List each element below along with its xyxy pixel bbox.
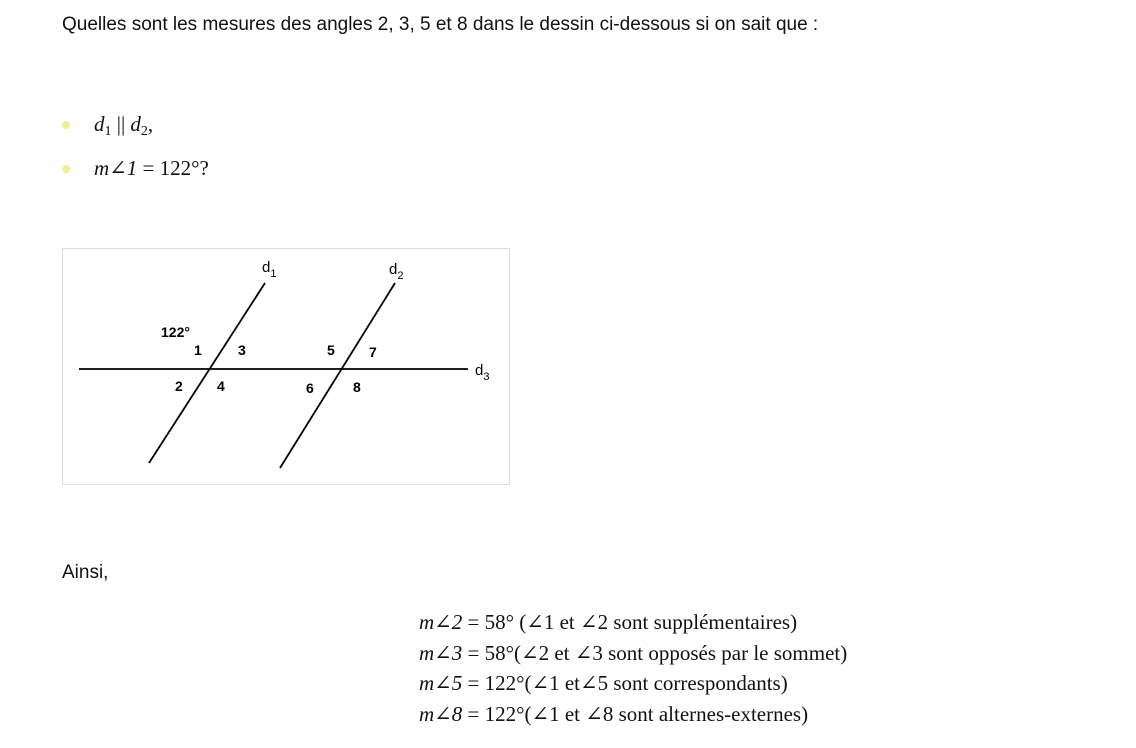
given-angle (94, 152, 209, 184)
angle-label-5: 5 (327, 342, 335, 358)
given-angle-eq: = (137, 156, 160, 180)
result-line (419, 607, 847, 638)
result-rhs: = 122°(∠1 et∠5 sont correspondants) (462, 671, 788, 695)
result-lhs: m∠8 (419, 701, 463, 726)
result-rhs: = 58° (∠1 et ∠2 sont supplémentaires) (462, 610, 798, 634)
angle-label-2: 2 (175, 378, 183, 394)
d1-sub: 1 (104, 124, 112, 139)
angle-label-3: 3 (238, 342, 246, 358)
results-block (419, 607, 847, 729)
question-text: Quelles sont les mesures des angles 2, 3, 5 et 8 dans le dessin ci-dessous si on sait que : (62, 14, 819, 35)
label-d2: $d_2$ (389, 261, 404, 282)
label-d1: $d_1$ (262, 259, 277, 280)
d2-var: d (130, 112, 141, 136)
line-d1 (149, 283, 265, 463)
result-lhs: m∠3 (419, 640, 463, 665)
angle-label-7: 7 (369, 344, 377, 360)
angle-label-1: 1 (194, 342, 202, 358)
result-rhs: = 58°(∠2 et ∠3 sont opposés par le sommet) (462, 640, 848, 665)
geometry-figure (62, 248, 510, 485)
given-parallel-tail: , (147, 112, 154, 136)
ainsi-label: Ainsi, (62, 562, 109, 583)
result-line (419, 638, 847, 669)
d1-var: d (94, 112, 105, 136)
result-line (419, 668, 847, 699)
angle-label-4: 4 (217, 378, 225, 394)
parallel-symbol: || (111, 112, 131, 136)
bullet-dot-icon (62, 165, 70, 173)
given-angle-label: 122° (161, 324, 190, 340)
angle-label-6: 6 (306, 380, 314, 396)
label-d3: $d_3$ (475, 362, 490, 383)
result-rhs: = 122°(∠1 et ∠8 sont alternes-externes) (462, 701, 809, 726)
angle-label-8: 8 (353, 379, 361, 395)
given-angle-lhs: m∠1 (94, 156, 138, 180)
figure-svg (63, 249, 509, 484)
line-d2 (280, 283, 395, 468)
result-lhs: m∠5 (419, 671, 463, 695)
result-lhs: m∠2 (419, 610, 463, 634)
given-angle-rhs: 122°? (159, 156, 209, 180)
bullet-dot-icon (62, 121, 70, 129)
result-line (419, 699, 847, 730)
d2-sub: 2 (140, 124, 148, 139)
given-parallel (94, 108, 153, 148)
